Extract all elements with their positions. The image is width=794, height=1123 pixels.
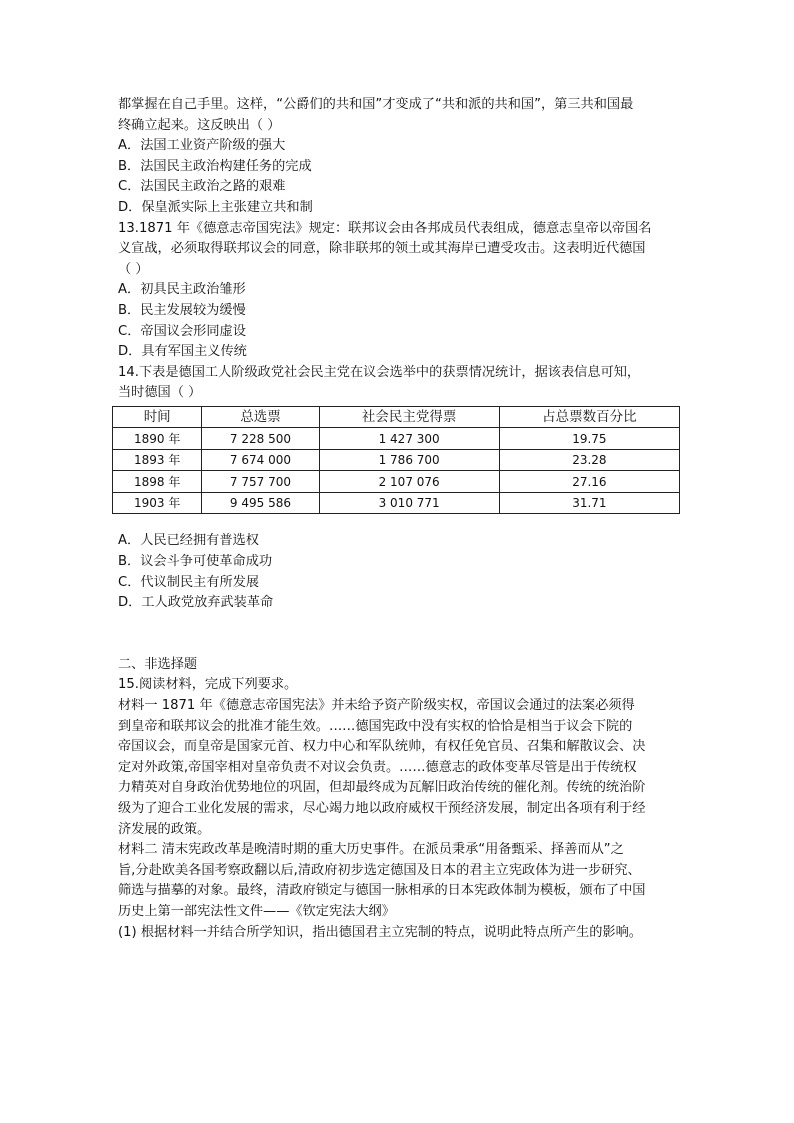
text-line: 力精英对自身政治优势地位的巩固，但却最终成为瓦解旧政治传统的催化剂。传统的统治阶 bbox=[118, 780, 646, 796]
q12-options bbox=[118, 136, 684, 218]
table-cell: 7 674 000 bbox=[202, 449, 319, 471]
table-cell: 9 495 586 bbox=[202, 492, 319, 514]
text-line: 到皇帝和联邦议会的批准才能生效。……德国宪政中没有实权的恰恰是相当于议会下院的 bbox=[118, 718, 633, 734]
text-line: 历史上第一部宪法性文件——《钦定宪法大纲》 bbox=[118, 903, 395, 919]
text-line: 义宣战，必须取得联邦议会的同意，除非联邦的领土或其海岸已遭受攻击。这表明近代德国 bbox=[118, 241, 646, 257]
vote-table-container bbox=[112, 406, 680, 515]
option-b: B．法国民主政治构建任务的完成 bbox=[118, 158, 312, 174]
text-line: 帝国议会，而皇帝是国家元首、权力中心和军队统帅，有权任免官员、召集和解散议会、决 bbox=[118, 739, 646, 755]
q13-options bbox=[118, 280, 684, 362]
header-cell: 占总票数百分比 bbox=[499, 406, 679, 428]
option-d: D．保皇派实际上主张建立共和制 bbox=[118, 199, 313, 215]
text-line: 终确立起来。这反映出（ ） bbox=[118, 117, 281, 133]
table-cell: 1 427 300 bbox=[319, 428, 499, 450]
text-line: （ ） bbox=[118, 261, 149, 277]
option-a: A．初具民主政治雏形 bbox=[118, 282, 246, 298]
text-line: 都掌握在自己手里。这样，“公爵们的共和国”才变成了“共和派的共和国”，第三共和国最 bbox=[118, 97, 634, 112]
table-row bbox=[113, 492, 680, 514]
q15-subquestion-1: (1) 根据材料一并结合所学知识，指出德国君主立宪制的特点，说明此特点所产生的影响。 bbox=[118, 924, 642, 940]
text-line: 济发展的政策。 bbox=[118, 821, 211, 837]
table-cell: 19.75 bbox=[499, 428, 679, 450]
table-cell: 7 757 700 bbox=[202, 471, 319, 493]
option-d: D．工人政党放弃武装革命 bbox=[118, 595, 274, 611]
header-cell: 社会民主党得票 bbox=[319, 406, 499, 428]
q12-stem bbox=[118, 95, 684, 136]
table-cell: 2 107 076 bbox=[319, 471, 499, 493]
option-a: A．人民已经拥有普选权 bbox=[118, 533, 259, 549]
section-title: 二、非选择题 bbox=[118, 656, 198, 672]
table-cell: 7 228 500 bbox=[202, 428, 319, 450]
q14-stem bbox=[118, 363, 684, 404]
option-b: B．民主发展较为缓慢 bbox=[118, 302, 246, 318]
table-cell: 1893 年 bbox=[113, 449, 202, 471]
material-one bbox=[118, 696, 684, 840]
table-cell: 31.71 bbox=[499, 492, 679, 514]
table-row bbox=[113, 449, 680, 471]
table-cell: 27.16 bbox=[499, 471, 679, 493]
text-line: 材料一 1871 年《德意志帝国宪法》并未给予资产阶级实权，帝国议会通过的法案必须得 bbox=[118, 697, 635, 713]
spacer bbox=[118, 514, 684, 531]
text-line: 定对外政策,帝国宰相对皇帝负责不对议会负责。……德意志的政体变革尽管是出于传统权 bbox=[118, 759, 637, 775]
option-c: C．帝国议会形同虚设 bbox=[118, 323, 246, 339]
header-cell: 总选票 bbox=[202, 406, 319, 428]
spacer bbox=[118, 614, 684, 655]
table-cell: 1898 年 bbox=[113, 471, 202, 493]
text-line: 筛选与描摹的对象。最终，清政府锁定与德国一脉相承的日本宪政体制为模板，颁布了中国 bbox=[118, 883, 646, 899]
table-cell: 1890 年 bbox=[113, 428, 202, 450]
q14-options bbox=[118, 531, 684, 613]
text-line: 当时德国（ ） bbox=[118, 385, 202, 401]
header-cell: 时间 bbox=[113, 406, 202, 428]
option-c: C．法国民主政治之路的艰难 bbox=[118, 179, 286, 195]
table-row bbox=[113, 471, 680, 493]
document-page bbox=[118, 95, 684, 943]
table-row bbox=[113, 428, 680, 450]
text-line: 13.1871 年《德意志帝国宪法》规定：联邦议会由各邦成员代表组成，德意志皇帝以帝国名 bbox=[118, 220, 652, 236]
table-cell: 1 786 700 bbox=[319, 449, 499, 471]
table-cell: 3 010 771 bbox=[319, 492, 499, 514]
vote-table bbox=[112, 406, 680, 515]
table-cell: 1903 年 bbox=[113, 492, 202, 514]
option-a: A．法国工业资产阶级的强大 bbox=[118, 138, 286, 154]
table-cell: 23.28 bbox=[499, 449, 679, 471]
material-two bbox=[118, 840, 684, 922]
text-line: 级为了迎合工业化发展的需求，尽心竭力地以政府威权干预经济发展，制定出各项有利于经 bbox=[118, 800, 646, 816]
text-line: 材料二 清末宪政改革是晚清时期的重大历史事件。在派员秉承“用备甄采、择善而从”之 bbox=[118, 842, 624, 858]
q13-stem bbox=[118, 219, 684, 281]
text-line: 14.下表是德国工人阶级政党社会民主党在议会选举中的获票情况统计，据该表信息可知， bbox=[118, 364, 641, 380]
q15-stem: 15.阅读材料，完成下列要求。 bbox=[118, 677, 298, 693]
option-b: B．议会斗争可使革命成功 bbox=[118, 554, 273, 569]
option-c: C．代议制民主有所发展 bbox=[118, 574, 260, 590]
table-header-row bbox=[113, 406, 680, 428]
option-d: D．具有军国主义传统 bbox=[118, 344, 247, 360]
text-line: 旨,分赴欧美各国考察政翻以后,清政府初步选定德国及日本的君主立宪政体为进一步研究、 bbox=[118, 862, 641, 878]
